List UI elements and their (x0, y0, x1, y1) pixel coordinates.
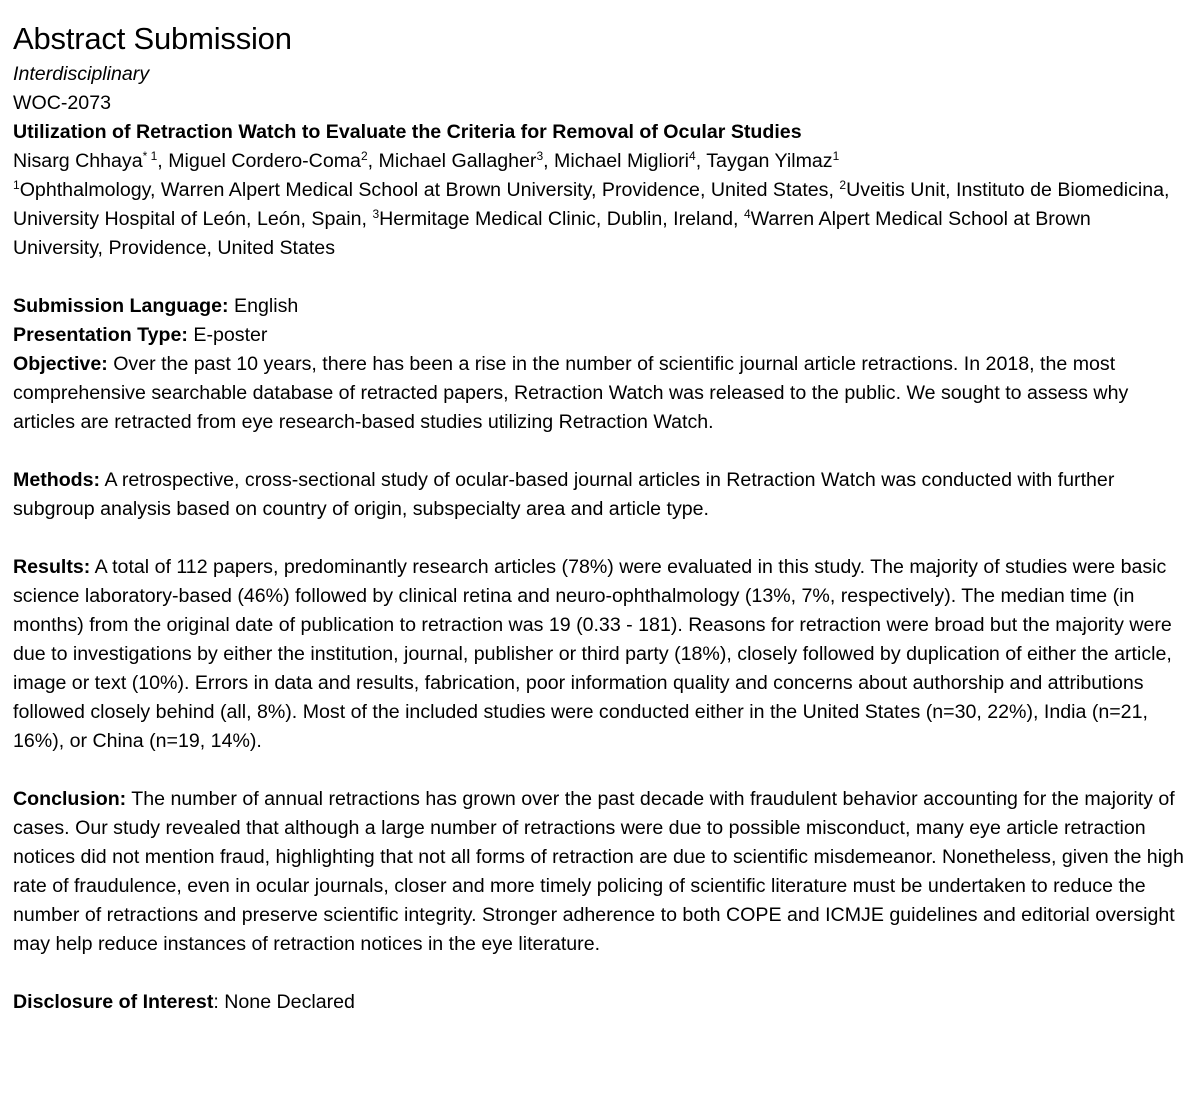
affiliation: $^3$Hermitage Medical Clinic, Dublin, Ireland, (372, 207, 744, 230)
disclosure-text: : None Declared (213, 991, 355, 1013)
language-value: English (228, 295, 299, 317)
affiliation-list (13, 176, 1184, 263)
results-section (13, 553, 1184, 756)
abstract-title: Utilization of Retraction Watch to Evaluate the Criteria for Removal of Ocular Studies (13, 121, 802, 143)
presentation-label: Presentation Type: (13, 324, 188, 346)
page-title: Abstract Submission (13, 21, 292, 56)
affiliation: $^4$Warren Alpert Medical School at Brown University, Providence, United States (13, 207, 1091, 259)
presentation-value: E-poster (187, 324, 268, 346)
abstract-code: WOC-2073 (13, 92, 111, 114)
author: Miguel Cordero-Coma$^2$, (168, 149, 379, 172)
results-label: Results: (13, 556, 91, 578)
conclusion-label: Conclusion: (13, 788, 127, 810)
author: Nisarg Chhaya$^{* 1}$, (13, 149, 169, 172)
objective-section (13, 350, 1184, 437)
conclusion-text: The number of annual retractions has grown over the past decade with fraudulent behavior accounting for the majority of cases. Our study revealed that although a large number of retractions were due to possible misconduct, many eye article retraction notices did not mention fraud, highlighting that not all forms of retraction are due to scientific misdemeanor. Nonetheless, given the high rate of fraudulence, even in ocular journals, closer and more timely policing of scientific literature must be undertaken to reduce the number of retractions and preserve scientific integrity. Stronger adherence to both COPE and ICMJE guidelines and editorial oversight may help reduce instances of retraction notices in the eye literature. (13, 788, 1184, 955)
author-list (13, 147, 1184, 176)
author: Taygan Yilmaz$^1$ (706, 149, 840, 172)
author: Michael Gallagher$^3$, (378, 149, 555, 172)
disclosure-label: Disclosure of Interest (13, 991, 214, 1013)
affiliation: $^2$Uveitis Unit, Instituto de Biomedicina, University Hospital of León, León, Spain, (13, 178, 1170, 230)
methods-label: Methods: (13, 469, 101, 491)
objective-text: Over the past 10 years, there has been a rise in the number of scientific journal article retractions. In 2018, the most comprehensive searchable database of retracted papers, Retraction Watch was released to the public. We sought to assess why articles are retracted from eye research-based studies utilizing Retraction Watch. (13, 353, 1129, 433)
disclosure-section (13, 988, 1184, 1017)
author: Michael Migliori$^4$, (554, 149, 707, 172)
submission-language (13, 292, 1184, 321)
methods-text: A retrospective, cross-sectional study of ocular-based journal articles in Retraction Watch was conducted with further subgroup analysis based on country of origin, subspecialty area and article type. (13, 469, 1115, 520)
objective-label: Objective: (13, 353, 108, 375)
results-text: A total of 112 papers, predominantly research articles (78%) were evaluated in this study. The majority of studies were basic science laboratory-based (46%) followed by clinical retina and neuro-ophthalmology (13%, 7%, respectively). The median time (in months) from the original date of publication to retraction was 19 (0.33 - 181). Reasons for retraction were broad but the majority were due to investigations by either the institution, journal, publisher or third party (18%), closely followed by duplication of either the article, image or text (10%). Errors in data and results, fabrication, poor information quality and concerns about authorship and attributions followed closely behind (all, 8%). Most of the included studies were conducted either in the United States (n=30, 22%), India (n=21, 16%), or China (n=19, 14%). (13, 556, 1172, 752)
presentation-type (13, 321, 1184, 350)
methods-section (13, 466, 1184, 524)
language-label: Submission Language: (13, 295, 229, 317)
affiliation: $^1$Ophthalmology, Warren Alpert Medical School at Brown University, Providence, United States, (13, 178, 840, 201)
category-label: Interdisciplinary (13, 63, 150, 85)
conclusion-section (13, 785, 1184, 959)
